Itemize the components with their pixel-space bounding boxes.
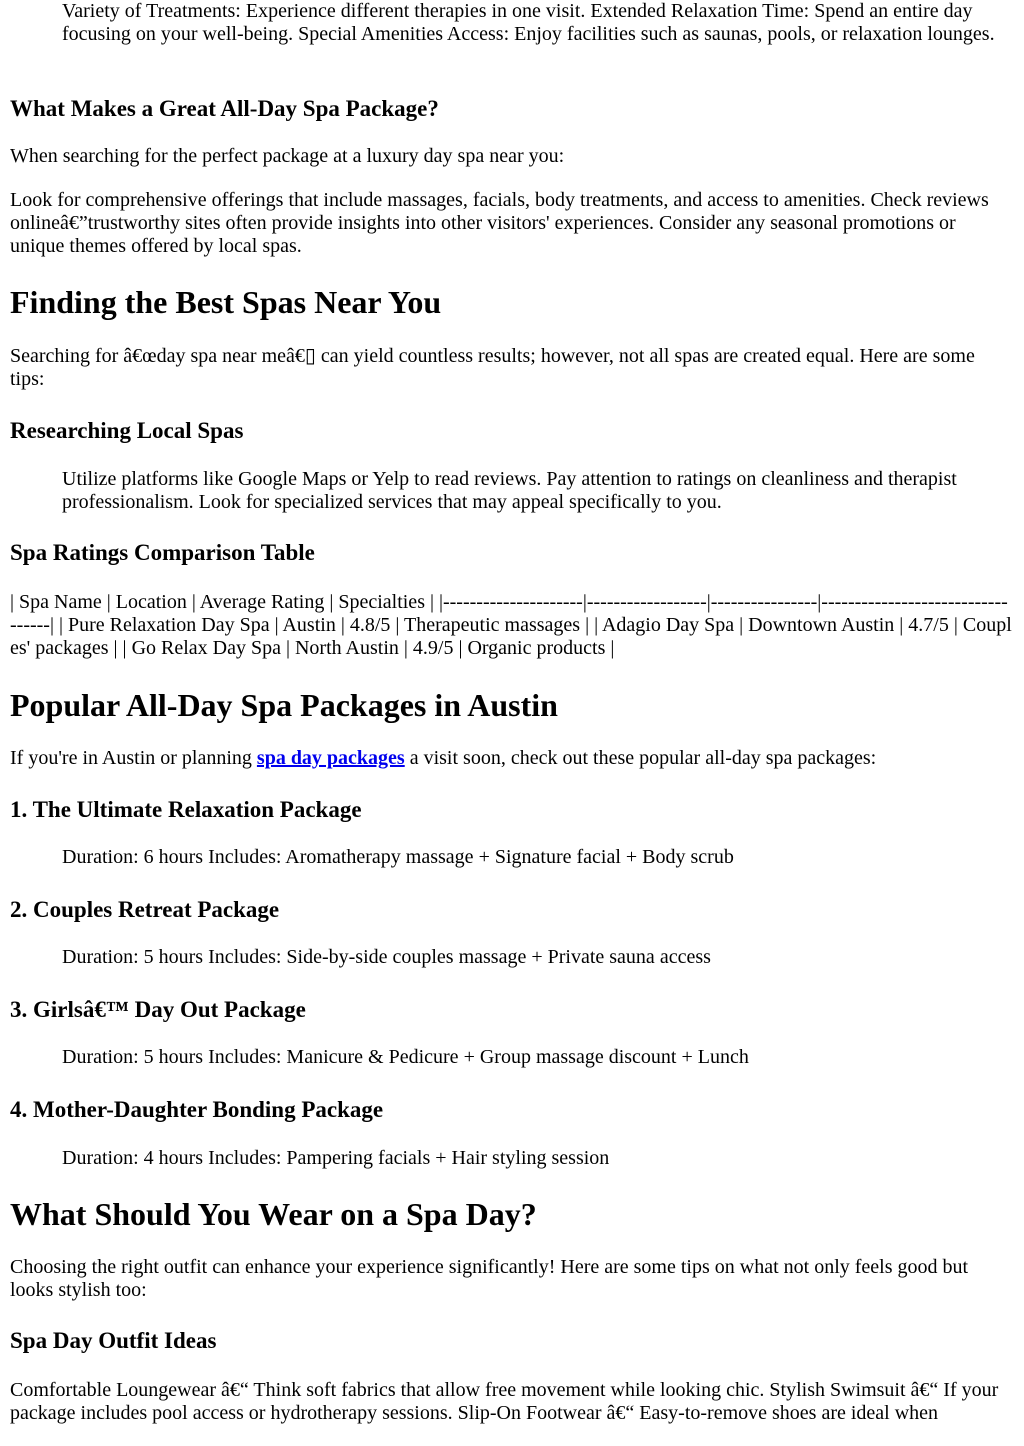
paragraph-look-for: Look for comprehensive offerings that include massages, facials, body treatments, and access to amenities. Check reviews onlineâ€”trustworthy sites often provide insights into other visitors' experiences. Consider any seasonal promotions or unique themes offered by local spas. xyxy=(10,189,989,257)
paragraph-choosing-outfit: Choosing the right outfit can enhance your experience significantly! Here are some tips on what not only feels good but looks stylish too: xyxy=(10,1256,969,1301)
heading-what-to-wear: What Should You Wear on a Spa Day? xyxy=(10,1196,537,1232)
package-details: Duration: 4 hours Includes: Pampering facials + Hair styling session xyxy=(62,1147,610,1169)
ratings-table-raw: | Spa Name | Location | Average Rating | Specialties | |---------------------|------------------|----------------|----------------------------------| | Pure Relaxation Day Spa | Austin | 4.8/5 | Therapeutic massages | | Adagio Day Spa | Downtown Austin | 4.7/5 | Couples' packages | | Go Relax Day Spa | North Austin | 4.9/5 | Organic products | xyxy=(10,591,1012,659)
paragraph-searching-perfect: When searching for the perfect package at a luxury day spa near you: xyxy=(10,145,565,167)
heading-outfit-ideas: Spa Day Outfit Ideas xyxy=(10,1328,217,1353)
heading-ratings-table: Spa Ratings Comparison Table xyxy=(10,540,315,565)
package-title: 1. The Ultimate Relaxation Package xyxy=(10,797,362,822)
package-title: 4. Mother-Daughter Bonding Package xyxy=(10,1097,384,1122)
heading-finding-best: Finding the Best Spas Near You xyxy=(10,284,442,320)
paragraph-searching-day-spa: Searching for â€œday spa near meâ€▯ can yield countless results; however, not all spas are created equal. Here are some tips: xyxy=(10,345,975,390)
intro-benefits-list: Variety of Treatments: Experience different therapies in one visit. Extended Relaxation Time: Spend an entire day focusing on your well-being. Special Amenities Access: Enjoy facilities such as saunas, pools, or relaxation lounges. xyxy=(62,0,995,45)
spa-day-packages-link[interactable]: spa day packages xyxy=(256,747,405,769)
package-title: 3. Girlsâ€™ Day Out Package xyxy=(10,997,306,1022)
heading-popular-packages: Popular All-Day Spa Packages in Austin xyxy=(10,687,558,723)
heading-researching: Researching Local Spas xyxy=(10,418,244,443)
researching-tips-list: Utilize platforms like Google Maps or Yelp to read reviews. Pay attention to ratings on cleanliness and therapist professionalism. Look for specialized services that may appeal specifically to you. xyxy=(62,468,957,513)
package-title: 2. Couples Retreat Package xyxy=(10,897,280,922)
heading-great-package: What Makes a Great All-Day Spa Package? xyxy=(10,96,439,121)
package-details: Duration: 5 hours Includes: Manicure & Pedicure + Group massage discount + Lunch xyxy=(62,1046,749,1068)
package-details: Duration: 5 hours Includes: Side-by-side couples massage + Private sauna access xyxy=(62,946,711,968)
paragraph-outfit-ideas: Comfortable Loungewear â€“ Think soft fabrics that allow free movement while looking chic. Stylish Swimsuit â€“ If your package includes pool access or hydrotherapy sessions. Slip-On Footwear â€“ Easy-to-remove shoes are ideal when xyxy=(10,1379,999,1424)
popular-intro-text-before: If you're in Austin or planning xyxy=(10,747,257,769)
popular-intro-text-after: a visit soon, check out these popular all-day spa packages: xyxy=(404,747,877,769)
paragraph-popular-intro xyxy=(10,747,1014,770)
package-details: Duration: 6 hours Includes: Aromatherapy massage + Signature facial + Body scrub xyxy=(62,846,734,868)
